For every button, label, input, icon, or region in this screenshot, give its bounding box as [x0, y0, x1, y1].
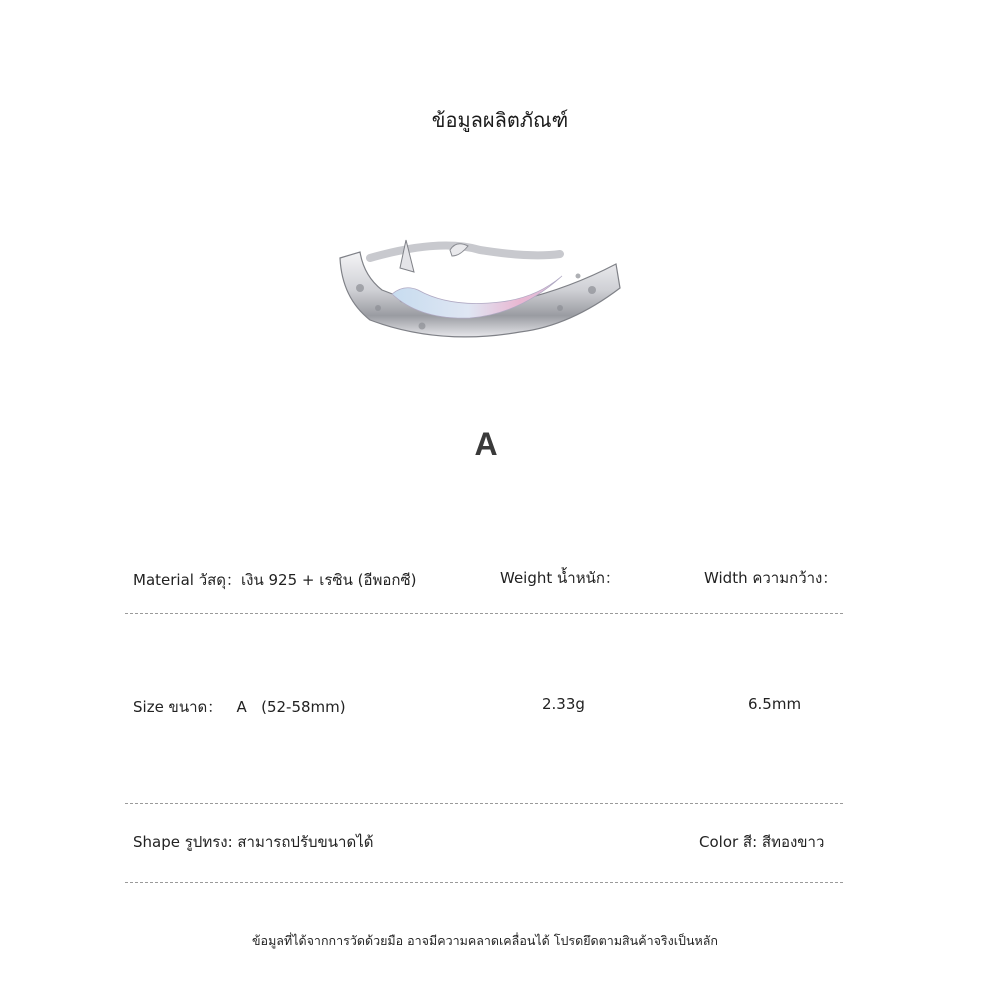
ring-image: [330, 228, 630, 358]
shape-spec: Shape รูปทรง: สามารถปรับขนาดได้: [133, 833, 374, 851]
width-value: 6.5mm: [748, 695, 802, 713]
divider: [125, 803, 843, 804]
divider: [125, 882, 843, 883]
size-spec: Size ขนาด： A (52-58mm): [133, 698, 346, 716]
weight-value: 2.33g: [542, 695, 585, 713]
page-title: ข้อมูลผลิตภัณฑ์: [431, 108, 569, 132]
weight-label: Weight น้ำหนัก：: [500, 569, 620, 587]
measurement-disclaimer: ข้อมูลที่ได้จากการวัดด้วยมือ อาจมีความคลาดเคลื่อนได้ โปรดยึดตามสินค้าจริงเป็นหลัก: [252, 933, 718, 948]
material-spec: Material วัสดุ：เงิน 925 + เรซิน (อีพอกซี): [133, 571, 417, 589]
width-label: Width ความกว้าง：: [704, 569, 838, 587]
color-spec: Color สี: สีทองขาว: [699, 833, 825, 851]
variant-label: A: [474, 426, 498, 462]
divider: [125, 613, 843, 614]
